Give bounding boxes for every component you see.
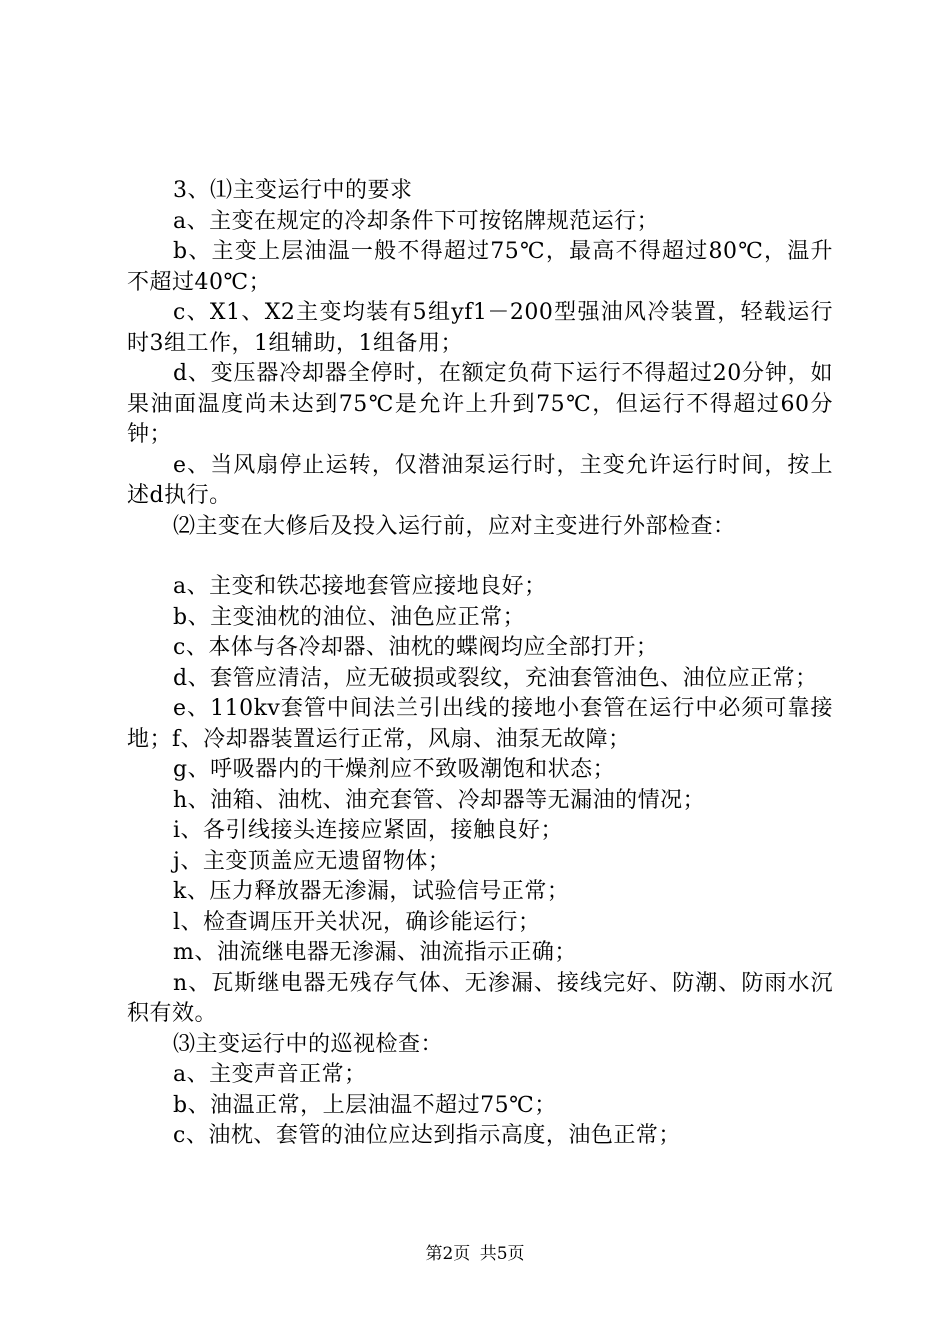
inspection-item-d: d、套管应清洁，应无破损或裂纹，充油套管油色、油位应正常；	[173, 665, 818, 691]
inspection-item-a: a、主变和铁芯接地套管应接地良好；	[173, 574, 547, 599]
inspection-item-i: i、各引线接头连接应紧固，接触良好；	[173, 818, 564, 843]
inspection-item-g: g、呼吸器内的干燥剂应不致吸潮饱和状态；	[173, 757, 616, 782]
page-footer	[0, 1243, 950, 1265]
document-body	[127, 176, 833, 1152]
patrol-item-b: b、油温正常，上层油温不超过75℃；	[173, 1092, 557, 1118]
section-heading-2: ⑵主变在大修后及投入运行前，应对主变进行外部检查：	[173, 513, 736, 539]
requirement-item-a: a、主变在规定的冷却条件下可按铭牌规范运行；	[173, 208, 660, 234]
inspection-item-l: l、检查调压开关状况，确诊能运行；	[173, 909, 541, 935]
inspection-item-h: h、油箱、油枕、油充套管、冷却器等无漏油的情况；	[173, 787, 706, 813]
requirement-item-c: c、X1、X2主变均装有5组yf1－200型强油风冷装置，轻载运行时3组工作，1组辅助，1组备用；	[127, 300, 833, 356]
requirement-item-e: e、当风扇停止运转，仅潜油泵运行时，主变允许运行时间，按上述d执行。	[127, 452, 833, 508]
inspection-item-k: k、压力释放器无渗漏，试验信号正常；	[173, 879, 570, 904]
patrol-item-a: a、主变声音正常；	[173, 1062, 367, 1087]
blank-line	[127, 542, 833, 572]
inspection-item-j: j、主变顶盖应无遗留物体；	[173, 848, 451, 874]
page-total: 共5页	[479, 1244, 525, 1264]
section-heading-3: ⑶主变运行中的巡视检查：	[173, 1031, 444, 1057]
inspection-item-b: b、主变油枕的油位、油色应正常；	[173, 604, 526, 630]
requirement-item-b: b、主变上层油温一般不得超过75℃，最高不得超过80℃，温升不超过40℃；	[127, 239, 833, 295]
inspection-item-c: c、本体与各冷却器、油枕的蝶阀均应全部打开；	[173, 635, 659, 660]
inspection-item-m: m、油流继电器无渗漏、油流指示正确；	[173, 940, 577, 965]
section-heading-1: 3、⑴主变运行中的要求	[173, 178, 413, 203]
patrol-item-c: c、油枕、套管的油位应达到指示高度，油色正常；	[173, 1123, 681, 1148]
page-number: 第2页	[425, 1244, 471, 1264]
inspection-item-e-f: e、110kv套管中间法兰引出线的接地小套管在运行中必须可靠接地；f、冷却器装置运行正常，风扇、油泵无故障；	[127, 696, 833, 752]
requirement-item-d: d、变压器冷却器全停时，在额定负荷下运行不得超过20分钟，如果油面温度尚未达到75℃是允许上升到75℃，但运行不得超过60分钟；	[127, 361, 833, 447]
inspection-item-n: n、瓦斯继电器无残存气体、无渗漏、接线完好、防潮、防雨水沉积有效。	[127, 970, 833, 1026]
